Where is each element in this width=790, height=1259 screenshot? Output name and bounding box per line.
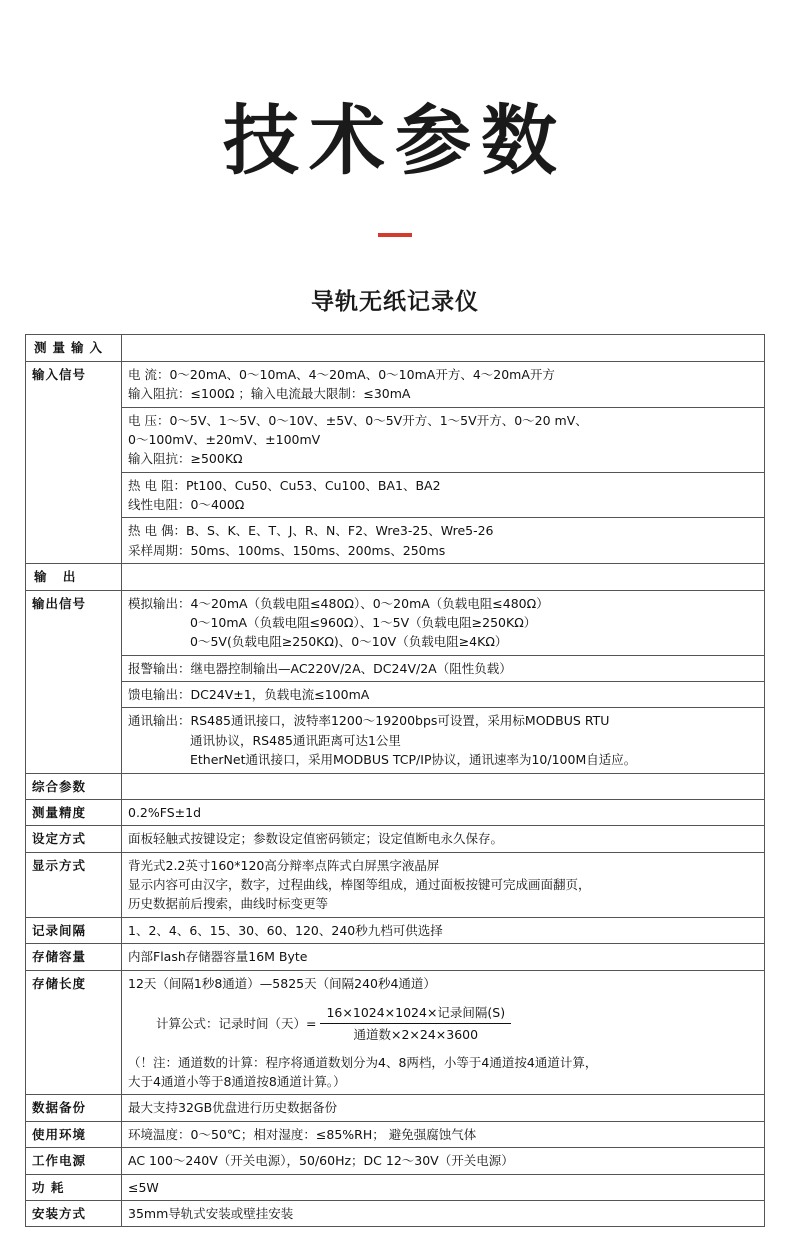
row-value [122, 708, 765, 773]
table-row [26, 1095, 765, 1121]
value-line: 0～10mA（负载电阻≤960Ω）、1～5V（负载电阻≥250KΩ） [190, 614, 537, 630]
table-row [26, 826, 765, 852]
value-line: 模拟输出：4～20mA（负载电阻≤480Ω）、0～20mA（负载电阻≤480Ω） [128, 595, 549, 611]
value-line: 输入阻抗：≤100Ω ；输入电流最大限制：≤30mA [128, 386, 411, 402]
row-value: 最大支持32GB优盘进行历史数据备份 [122, 1095, 765, 1121]
table-row [26, 1200, 765, 1226]
row-label: 显示方式 [26, 852, 122, 917]
table-row [26, 852, 765, 917]
row-label: 记录间隔 [26, 917, 122, 943]
row-value [122, 590, 765, 655]
formula-numerator: 16×1024×1024×记录间隔(S) [320, 1003, 511, 1024]
spec-sheet-page [0, 51, 790, 1227]
value-line: 电 压：0～5V、1～5V、0～10V、±5V、0～5V开方、1～5V开方、0～20 mV、 [128, 412, 588, 428]
page-title: 技术参数 [223, 95, 567, 185]
table-row [26, 708, 765, 773]
formula-note [128, 1053, 758, 1092]
row-value: 1、2、4、6、15、30、60、120、240秒九档可供选择 [122, 917, 765, 943]
table-row [26, 917, 765, 943]
row-value: 0.2%FS±1d [122, 799, 765, 825]
row-label: 功 耗 [26, 1174, 122, 1200]
storage-formula [128, 1003, 758, 1045]
table-row [26, 944, 765, 970]
row-label: 输 出 [26, 564, 122, 590]
table-row [26, 773, 765, 799]
value-line: 热 电 阻：Pt100、Cu50、Cu53、Cu100、BA1、BA2 [128, 477, 441, 493]
row-value [122, 655, 765, 681]
value-line: 电 流：0～20mA、0～10mA、4～20mA、0～10mA开方、4～20mA开方 [128, 366, 555, 382]
note-line: （！注：通道数的计算：程序将通道数划分为4、8两档，小等于4通道按4通道计算， [128, 1054, 598, 1070]
formula-label: 计算公式：记录时间（天）= [156, 1016, 317, 1032]
value-line: 采样周期：50ms、100ms、150ms、200ms、250ms [128, 542, 446, 558]
row-label: 测量输入 [26, 335, 122, 361]
value-line: 线性电阻：0～400Ω [128, 497, 245, 513]
row-label: 测量精度 [26, 799, 122, 825]
row-label: 存储长度 [26, 970, 122, 1095]
value-line: 12天（间隔1秒8通道）—5825天（间隔240秒4通道） [128, 975, 436, 991]
row-label: 工作电源 [26, 1148, 122, 1174]
table-row [26, 655, 765, 681]
row-value: 面板轻触式按键设定；参数设定值密码锁定；设定值断电永久保存。 [122, 826, 765, 852]
value-line: 0～5V(负载电阻≥250KΩ)、0～10V（负载电阻≥4KΩ） [190, 634, 508, 650]
note-line: 大于4通道小等于8通道按8通道计算。） [128, 1074, 346, 1090]
title-underline-accent [378, 233, 412, 237]
row-value: ≤5W [122, 1174, 765, 1200]
row-value-storage-length [122, 970, 765, 1095]
row-value [122, 407, 765, 472]
table-row [26, 1174, 765, 1200]
row-value: 35mm导轨式安装或壁挂安装 [122, 1200, 765, 1226]
row-value [122, 682, 765, 708]
table-row [26, 970, 765, 1095]
value-line: 热 电 偶：B、S、K、E、T、J、R、N、F2、Wre3-25、Wre5-26 [128, 523, 494, 539]
row-label: 输出信号 [26, 590, 122, 773]
row-label: 综合参数 [26, 773, 122, 799]
row-value [122, 852, 765, 917]
row-value [122, 773, 765, 799]
value-line: 输入阻抗：≥500KΩ [128, 451, 243, 467]
table-row [26, 407, 765, 472]
table-row [26, 1121, 765, 1147]
spec-table-body [26, 335, 765, 1227]
row-label: 安装方式 [26, 1200, 122, 1226]
table-row [26, 564, 765, 590]
formula-denominator: 通道数×2×24×3600 [353, 1027, 479, 1043]
row-label: 设定方式 [26, 826, 122, 852]
row-label: 数据备份 [26, 1095, 122, 1121]
row-value: AC 100～240V（开关电源），50/60Hz；DC 12～30V（开关电源） [122, 1148, 765, 1174]
value-line: 馈电输出：DC24V±1，负载电流≤100mA [128, 687, 370, 703]
table-row [26, 361, 765, 407]
row-value [122, 564, 765, 590]
row-value [122, 472, 765, 518]
row-value [122, 335, 765, 361]
table-row [26, 799, 765, 825]
table-row [26, 472, 765, 518]
value-line: 通讯协议，RS485通讯距离可达1公里 [190, 732, 401, 748]
table-row [26, 335, 765, 361]
value-line: 0～100mV、±20mV、±100mV [128, 431, 321, 447]
formula-fraction [320, 1003, 511, 1045]
value-line: 背光式2.2英寸160*120高分辩率点阵式白屏黑字液晶屏 [128, 857, 440, 873]
row-value [122, 361, 765, 407]
value-line: EtherNet通讯接口，采用MODBUS TCP/IP协议，通讯速率为10/100M自适应。 [190, 752, 637, 768]
row-value: 内部Flash存储器容量16M Byte [122, 944, 765, 970]
table-row [26, 518, 765, 564]
table-row [26, 590, 765, 655]
row-value [122, 518, 765, 564]
value-line: 通讯输出：RS485通讯接口，波特率1200～19200bps可设置，采用标MODBUS RTU [128, 713, 610, 729]
row-label: 使用环境 [26, 1121, 122, 1147]
product-name: 导轨无纸记录仪 [311, 289, 479, 316]
value-line: 历史数据前后搜索，曲线时标变更等 [128, 896, 329, 912]
value-line: 显示内容可由汉字，数字，过程曲线，棒图等组成，通过面板按键可完成画面翻页， [128, 877, 591, 893]
row-value: 环境温度：0～50℃；相对湿度：≤85%RH； 避免强腐蚀气体 [122, 1121, 765, 1147]
specifications-table [25, 334, 765, 1227]
row-label: 存储容量 [26, 944, 122, 970]
row-label: 输入信号 [26, 361, 122, 563]
table-row [26, 1148, 765, 1174]
table-row [26, 682, 765, 708]
value-line: 报警输出：继电器控制输出—AC220V/2A、DC24V/2A（阻性负载） [128, 660, 512, 676]
